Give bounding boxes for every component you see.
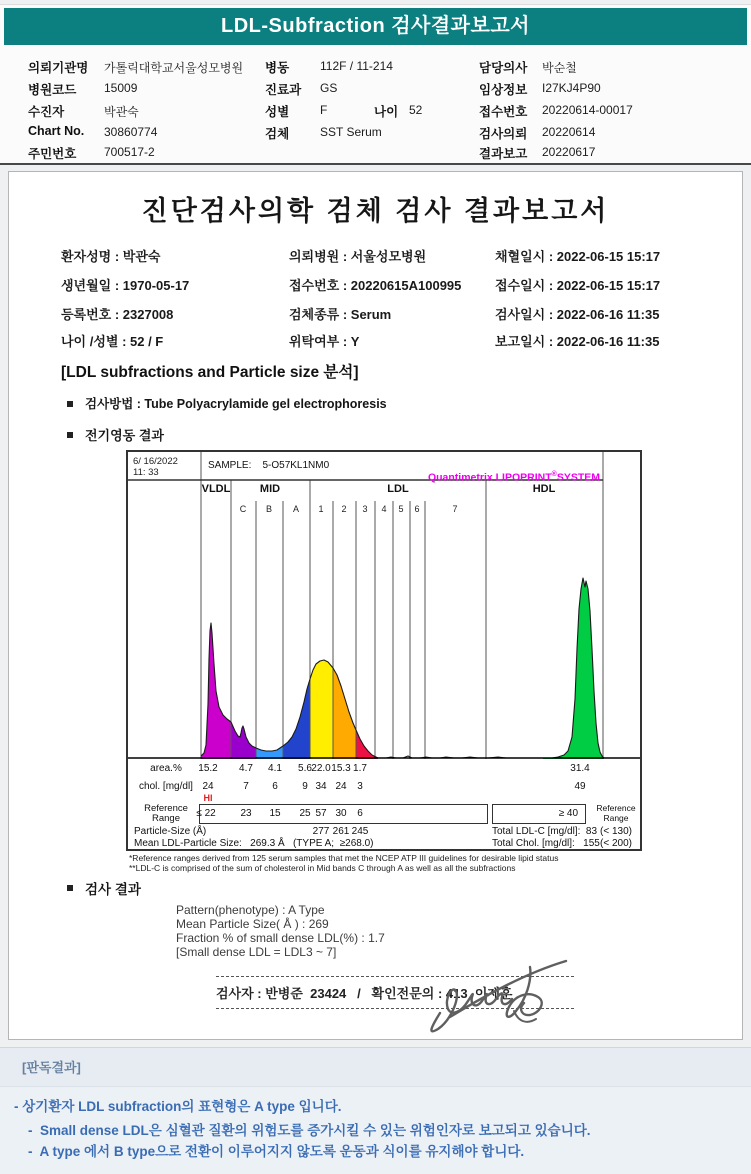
square-bullet-icon <box>67 885 73 891</box>
patient-value-doctor: 박순철 <box>542 61 577 75</box>
column-header-vldl: VLDL <box>201 483 231 495</box>
page-title: LDL-Subfraction 검사결과보고서 <box>221 15 530 37</box>
info-collection-time: 채혈일시 : 2022-06-15 15:17 <box>495 249 661 264</box>
lipoprint-chart <box>126 450 642 851</box>
result-heading: 검사 결과 <box>85 882 141 897</box>
interpretation-header-band <box>0 1047 751 1086</box>
ref-value-mida: 25 <box>299 808 311 819</box>
band-label-3: 3 <box>362 504 368 514</box>
band-label-2: 2 <box>341 504 347 514</box>
patient-value-chart-no: 30860774 <box>104 125 158 139</box>
registered-mark: ® <box>551 471 557 478</box>
densitometry-curve <box>128 452 640 759</box>
chol-value-hdl: 49 <box>574 781 586 792</box>
info-referring-hospital: 의뢰병원 : 서울성모병원 <box>289 249 427 264</box>
info-report-time: 보고일시 : 2022-06-16 11:35 <box>495 334 660 349</box>
patient-value-age: 52 <box>409 103 423 117</box>
patient-value-order-date: 20220614 <box>542 125 596 139</box>
area-value-mida: 5.6 <box>298 763 312 774</box>
header-divider <box>0 163 751 165</box>
patient-label-doctor: 담당의사 <box>479 61 528 75</box>
high-flag: HI <box>203 793 213 803</box>
area-value-midc: 4.7 <box>239 763 253 774</box>
patient-value-clinical-info: I27KJ4P90 <box>542 81 601 95</box>
info-patient-name: 환자성명 : 박관숙 <box>61 249 161 264</box>
interpretation-line-phenotype: - 상기환자 LDL subfraction의 표현형은 A type 입니다. <box>14 1099 342 1114</box>
ref-value-hdl: ≥ 40 <box>558 808 578 819</box>
ref-value-vldl: ≤ 22 <box>196 808 216 819</box>
area-value-midb: 4.1 <box>268 763 282 774</box>
total-ldl-c-value: Total LDL-C [mg/dl]: 83 <box>492 826 598 837</box>
square-bullet-icon <box>67 432 73 438</box>
particle-size-ldl2: 261 <box>332 826 350 837</box>
ref-value-ldl1: 57 <box>315 808 327 819</box>
band-label-b: B <box>265 504 272 514</box>
particle-size-ldl1: 277 <box>312 826 330 837</box>
patient-label-chart-no: Chart No. <box>28 124 85 138</box>
ref-value-ldl3: 6 <box>357 808 363 819</box>
total-cholesterol-value: Total Chol. [mg/dl]: 155 <box>492 838 600 849</box>
band-label-c: C <box>239 504 247 514</box>
signature-image <box>426 955 576 1040</box>
info-referral-flag: 위탁여부 : Y <box>289 334 360 349</box>
chol-row-label: chol. [mg/dl] <box>139 781 193 792</box>
reference-range-label-left-2: Range <box>152 813 180 824</box>
patient-label-resident-no: 주민번호 <box>28 147 77 161</box>
area-value-ldl3: 1.7 <box>353 763 367 774</box>
band-label-4: 4 <box>381 504 387 514</box>
electrophoresis-heading: 전기영동 결과 <box>85 428 164 443</box>
patient-value-department: GS <box>320 81 338 95</box>
info-age-sex: 나이 /성별 : 52 / F <box>61 334 164 349</box>
result-line-sdldl-fraction: Fraction % of small dense LDL(%) : 1.7 <box>176 931 385 945</box>
chol-value-midb: 6 <box>272 781 278 792</box>
chol-value-vldl: 24 <box>202 781 214 792</box>
report-title: 진단검사의학 검체 검사 결과보고서 <box>141 196 610 226</box>
result-line-sdldl-definition: [Small dense LDL = LDL3 ~ 7] <box>176 945 337 959</box>
examiner-line: 검사자 : 반병준 23424 / 확인전문의 : 413 이제훈 <box>216 986 513 1001</box>
patient-value-sex: F <box>320 103 328 117</box>
area-row-label: area.% <box>150 763 182 774</box>
brand-suffix: SYSTEM <box>556 471 600 484</box>
square-bullet-icon <box>67 401 73 407</box>
patient-label-accession-no: 접수번호 <box>479 105 528 119</box>
interpretation-line-risk: - Small dense LDL은 심혈관 질환의 위험도를 증가시킬 수 있는 위험인자로 보고되고 있습니다. <box>28 1123 591 1138</box>
brand-text: Quantimetrix LIPOPRINT <box>427 471 552 484</box>
info-registration-no: 등록번호 : 2327008 <box>61 307 174 322</box>
footnote-ldl-c: **LDL-C is comprised of the sum of cholesterol in Mid bands C through A as well as all the subfractions <box>129 863 516 873</box>
particle-size-label: Particle-Size (Å) <box>134 826 207 837</box>
result-line-phenotype: Pattern(phenotype) : A Type <box>176 903 325 917</box>
column-header-ldl: LDL <box>387 483 409 495</box>
band-label-a: A <box>292 504 299 514</box>
ref-value-midb: 15 <box>269 808 281 819</box>
particle-size-ldl3: 245 <box>351 826 369 837</box>
patient-value-accession-no: 20220614-00017 <box>542 103 633 117</box>
patient-label-specimen: 검체 <box>265 127 290 141</box>
patient-label-clinical-info: 임상정보 <box>479 83 528 97</box>
band-label-7: 7 <box>452 504 458 514</box>
chart-datetime-line2: 11: 33 <box>133 467 159 478</box>
info-receipt-time: 접수일시 : 2022-06-15 15:17 <box>495 278 661 293</box>
patient-value-org: 가톨릭대학교서울성모병원 <box>104 61 244 75</box>
chol-value-ldl1: 34 <box>315 781 327 792</box>
sample-id: SAMPLE: 5-O57KL1NM0 <box>208 460 330 471</box>
patient-label-hospital-code: 병원코드 <box>28 83 77 97</box>
patient-value-name: 박관숙 <box>104 105 139 119</box>
patient-label-sex: 성별 <box>265 105 290 119</box>
patient-label-age: 나이 <box>374 105 399 119</box>
result-line-mean-size: Mean Particle Size( Å ) : 269 <box>176 917 329 931</box>
chol-value-ldl2: 24 <box>335 781 347 792</box>
ref-value-ldl2: 30 <box>335 808 347 819</box>
total-ldl-c-reference: (< 130) <box>600 826 632 837</box>
band-label-5: 5 <box>398 504 404 514</box>
chol-value-ldl3: 3 <box>357 781 363 792</box>
area-value-ldl2: 15.3 <box>331 763 351 774</box>
area-value-ldl1: 22.0 <box>311 763 331 774</box>
interpretation-line-advice: - A type 에서 B type으로 전환이 이루어지지 않도록 운동과 식이를 유지해야 합니다. <box>28 1144 525 1159</box>
patient-value-report-date: 20220617 <box>542 145 596 159</box>
patient-value-ward: 112F / 11-214 <box>320 59 393 73</box>
patient-label-name: 수진자 <box>28 105 65 119</box>
patient-value-specimen: SST Serum <box>320 125 382 139</box>
ref-value-midc: 23 <box>240 808 252 819</box>
mean-ldl-particle-size: Mean LDL-Particle Size: 269.3 Å (TYPE A; ≥268.0) <box>134 838 374 849</box>
footnote-reference-ranges: *Reference ranges derived from 125 serum samples that met the NCEP ATP III guidelines for desirable lipid status <box>129 853 559 863</box>
reference-range-label-left-1: Reference <box>144 803 188 814</box>
area-value-hdl: 31.4 <box>570 763 590 774</box>
band-label-6: 6 <box>414 504 420 514</box>
info-specimen-type: 검체종류 : Serum <box>289 307 392 322</box>
patient-label-order-date: 검사의뢰 <box>479 127 528 141</box>
info-birth-date: 생년월일 : 1970-05-17 <box>61 278 190 293</box>
patient-value-hospital-code: 15009 <box>104 81 138 95</box>
report-title-bar <box>4 8 747 45</box>
chol-value-mida: 9 <box>302 781 308 792</box>
total-cholesterol-reference: (< 200) <box>600 838 632 849</box>
interpretation-title: [판독결과] <box>22 1060 81 1075</box>
column-header-hdl: HDL <box>532 483 556 495</box>
area-value-vldl: 15.2 <box>198 763 218 774</box>
reference-range-label-right-1: Reference <box>596 803 636 813</box>
chart-datetime-line1: 6/ 16/2022 <box>133 456 178 467</box>
info-accession-no: 접수번호 : 20220615A100995 <box>289 278 462 293</box>
patient-label-ward: 병동 <box>265 61 290 75</box>
chol-value-midc: 7 <box>243 781 249 792</box>
patient-label-department: 진료과 <box>265 83 302 97</box>
patient-label-report-date: 결과보고 <box>479 147 528 161</box>
info-test-time: 검사일시 : 2022-06-16 11:35 <box>495 307 660 322</box>
patient-value-resident-no: 700517-2 <box>104 145 155 159</box>
section-title-ldl-subfractions: [LDL subfractions and Particle size 분석] <box>61 364 359 381</box>
reference-range-label-right-2: Range <box>603 813 629 823</box>
report-sheet <box>8 171 743 1040</box>
patient-label-org: 의뢰기관명 <box>28 61 89 75</box>
band-label-1: 1 <box>318 504 324 514</box>
method-line: 검사방법 : Tube Polyacrylamide gel electrophoresis <box>85 397 387 411</box>
column-header-mid: MID <box>259 483 281 495</box>
